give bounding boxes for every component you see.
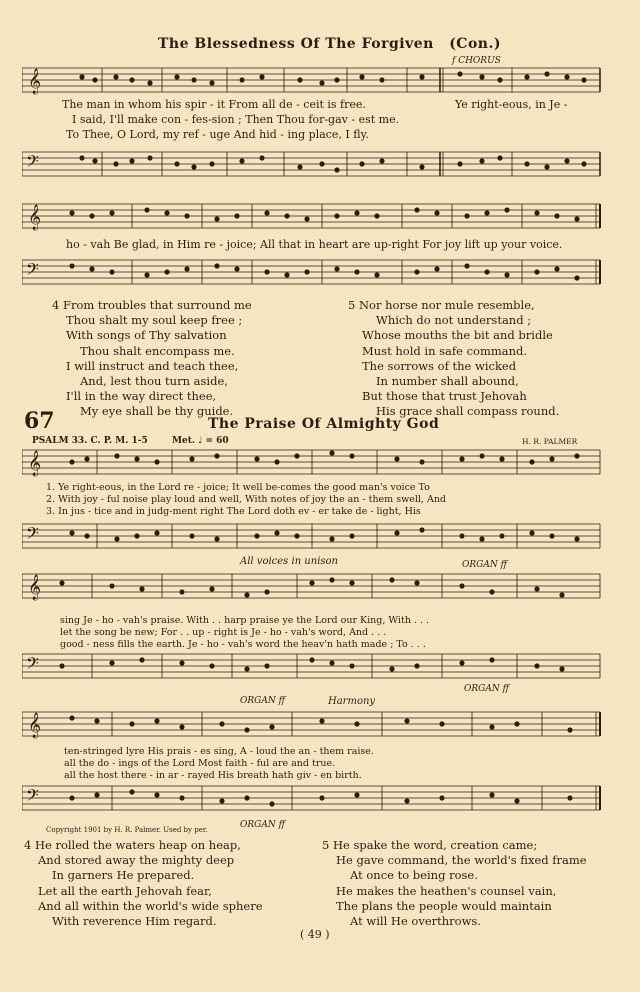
music-staff-bass-1 xyxy=(22,148,602,180)
verse-line: I will instruct and teach thee, xyxy=(66,358,239,373)
verse-line: Must hold in safe command. xyxy=(362,343,528,358)
verse-line: My eye shall be thy guide. xyxy=(80,404,234,419)
hymn-number: 67 xyxy=(24,408,55,434)
verse-line: Thou shalt my soul keep free ; xyxy=(66,313,243,328)
hymn1-verse-4 xyxy=(52,298,252,420)
staff-lines-svg xyxy=(22,650,602,682)
staff-lines-svg xyxy=(22,200,602,232)
unison-direction: All voices in unison xyxy=(240,556,338,567)
organ-ff-mark-4: ORGAN ff xyxy=(240,820,285,830)
harmony-direction: Harmony xyxy=(328,696,376,707)
hymn2-verse-4 xyxy=(24,838,263,929)
lyric-line-4: ho - vah Be glad, in Him re - joice; All that in heart are up-right For joy lift up your voice. xyxy=(66,238,563,251)
stanza-line-3: 3. In jus - tice and in judg-ment right The Lord doth ev - er take de - light, His xyxy=(46,506,421,517)
svg-text:𝄢: 𝄢 xyxy=(26,785,39,809)
stanza3-line-3: all the host there - in ar - rayed His breath hath giv - en birth. xyxy=(64,770,362,781)
hymn1-verse-5 xyxy=(348,298,559,420)
lyric-line-1: The man in whom his spir - it From all de - ceit is free. xyxy=(62,98,366,111)
stanza-line-2: 2. With joy - ful noise play loud and well, With notes of joy the an - them swell, And xyxy=(46,494,447,505)
verse-line: Whose mouths the bit and bridle xyxy=(362,328,553,343)
organ-ff-mark-3: ORGAN ff xyxy=(240,696,285,706)
verse-line: And stored away the mighty deep xyxy=(38,853,235,868)
staff-lines-svg xyxy=(22,446,602,478)
staff-lines-svg xyxy=(22,570,602,604)
music-staff-treble-4 xyxy=(22,570,602,604)
svg-text:𝄢: 𝄢 xyxy=(26,259,39,283)
music-staff-bass-2 xyxy=(22,256,602,288)
svg-text:𝄞: 𝄞 xyxy=(28,69,42,94)
organ-ff-mark: ORGAN ff xyxy=(462,560,507,570)
music-staff-treble-5 xyxy=(22,708,602,740)
stanza-line-1: 1. Ye right-eous, in the Lord re - joice; It well be-comes the good man's voice To xyxy=(46,482,430,493)
staff-lines-svg xyxy=(22,256,602,288)
verse-line: 4 From troubles that surround me xyxy=(52,298,252,312)
music-staff-treble-2 xyxy=(22,200,602,232)
hymn-title-text: The Blessedness Of The Forgiven xyxy=(158,36,434,52)
verse-line: I'll in the way direct thee, xyxy=(66,389,217,404)
verse-line: With songs of Thy salvation xyxy=(66,328,227,343)
music-staff-bass-3 xyxy=(22,520,602,552)
organ-ff-mark-2: ORGAN ff xyxy=(464,684,509,694)
stanza2-line-2: let the song be new; For . . up - right is Je - ho - vah's word, And . . . xyxy=(60,627,387,638)
metronome-mark: Met. ♩ = 60 xyxy=(172,436,229,446)
verse-line: With reverence Him regard. xyxy=(52,914,217,929)
verse-line: The plans the people would maintain xyxy=(336,898,552,913)
chorus-mark: f CHORUS xyxy=(452,56,501,66)
music-staff-treble-3 xyxy=(22,446,602,478)
stanza2-line-1: sing Je - ho - vah's praise. With . . harp praise ye the Lord our King, With . . . xyxy=(60,615,430,626)
stanza2-line-3: good - ness fills the earth. Je - ho - vah's word the heav'n hath made ; To . . . xyxy=(60,639,426,650)
composer-name: H. R. PALMER xyxy=(522,437,578,446)
svg-text:𝄢: 𝄢 xyxy=(26,523,39,547)
svg-text:𝄞: 𝄞 xyxy=(28,205,42,230)
lyric-line-1b: Ye right-eous, in Je - xyxy=(455,98,568,111)
verse-line: At once to being rose. xyxy=(350,868,478,883)
verse-line: His grace shall compass round. xyxy=(376,404,560,419)
music-staff-bass-4 xyxy=(22,650,602,682)
verse-line: Which do not understand ; xyxy=(376,313,532,328)
verse-line: He makes the heathen's counsel vain, xyxy=(336,883,557,898)
hymn2-verse-5 xyxy=(322,838,587,929)
staff-lines-svg xyxy=(22,520,602,552)
verse-line: And, lest thou turn aside, xyxy=(80,374,228,389)
verse-line: 4 He rolled the waters heap on heap, xyxy=(24,838,241,852)
staff-lines-svg xyxy=(22,148,602,180)
staff-lines-svg xyxy=(22,708,602,740)
verse-line: 5 Nor horse nor mule resemble, xyxy=(348,298,535,312)
hymn-title-forgiven xyxy=(158,36,501,52)
stanza3-line-2: all the do - ings of the Lord Most faith - ful are and true. xyxy=(64,758,336,769)
psalm-meter: PSALM 33. C. P. M. 1-5 xyxy=(32,436,148,446)
music-staff-treble-1 xyxy=(22,64,602,96)
stanza3-line-1: ten-stringed lyre His prais - es sing, A - loud the an - them raise. xyxy=(64,746,374,757)
verse-line: In number shall abound, xyxy=(376,374,519,389)
copyright-notice: Copyright 1901 by H. R. Palmer. Used by per. xyxy=(46,826,208,834)
page-number: ( 49 ) xyxy=(300,928,330,941)
staff-lines-svg xyxy=(22,782,602,814)
hymn-cont-label: (Con.) xyxy=(449,36,501,52)
verse-line: At will He overthrows. xyxy=(350,914,481,929)
verse-line: 5 He spake the word, creation came; xyxy=(322,838,538,852)
verse-line: Thou shalt encompass me. xyxy=(80,343,235,358)
staff-lines-svg xyxy=(22,64,602,96)
music-staff-bass-5 xyxy=(22,782,602,814)
svg-text:𝄞: 𝄞 xyxy=(28,451,42,476)
verse-line: He gave command, the world's fixed frame xyxy=(336,853,587,868)
svg-text:𝄞: 𝄞 xyxy=(28,713,42,738)
lyric-line-2: I said, I'll make con - fes-sion ; Then Thou for-gav - est me. xyxy=(72,113,400,126)
verse-line: The sorrows of the wicked xyxy=(362,358,517,373)
verse-line: Let all the earth Jehovah fear, xyxy=(38,883,212,898)
hymn-title-praise: The Praise Of Almighty God xyxy=(208,416,440,432)
svg-text:𝄢: 𝄢 xyxy=(26,151,39,175)
svg-text:𝄢: 𝄢 xyxy=(26,653,39,677)
verse-line: And all within the world's wide sphere xyxy=(38,898,263,913)
verse-line: But those that trust Jehovah xyxy=(362,389,527,404)
verse-line: In garners He prepared. xyxy=(52,868,195,883)
lyric-line-3: To Thee, O Lord, my ref - uge And hid - ing place, I fly. xyxy=(66,128,369,141)
svg-text:𝄞: 𝄞 xyxy=(28,575,42,600)
